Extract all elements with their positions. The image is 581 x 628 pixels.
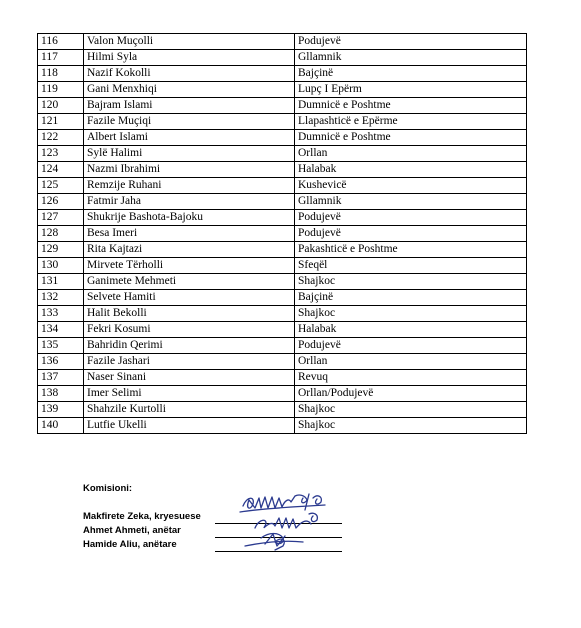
member-name-cell: Lutfie Ukelli — [84, 418, 295, 434]
place-cell: Kushevicë — [295, 178, 527, 194]
row-number-cell: 138 — [38, 386, 84, 402]
row-number-cell: 129 — [38, 242, 84, 258]
table-row — [38, 162, 527, 178]
row-number-cell: 134 — [38, 322, 84, 338]
place-cell: Podujevë — [295, 210, 527, 226]
row-number-cell: 119 — [38, 82, 84, 98]
member-name-cell: Fazile Jashari — [84, 354, 295, 370]
table-row — [38, 34, 527, 50]
member-name-cell: Mirvete Tërholli — [84, 258, 295, 274]
place-cell: Sfeqël — [295, 258, 527, 274]
member-name-cell: Fekri Kosumi — [84, 322, 295, 338]
members-table-body — [38, 34, 527, 434]
member-name-cell: Albert Islami — [84, 130, 295, 146]
place-cell: Podujevë — [295, 34, 527, 50]
commission-title: Komisioni: — [83, 483, 133, 494]
place-cell: Orllan — [295, 354, 527, 370]
row-number-cell: 121 — [38, 114, 84, 130]
place-cell: Revuq — [295, 370, 527, 386]
table-row — [38, 226, 527, 242]
member-name-cell: Sylë Halimi — [84, 146, 295, 162]
place-cell: Shajkoc — [295, 306, 527, 322]
table-row — [38, 354, 527, 370]
table-row — [38, 274, 527, 290]
row-number-cell: 130 — [38, 258, 84, 274]
place-cell: Dumnicë e Poshtme — [295, 130, 527, 146]
member-name-cell: Besa Imeri — [84, 226, 295, 242]
table-row — [38, 258, 527, 274]
member-name-cell: Bajram Islami — [84, 98, 295, 114]
table-row — [38, 402, 527, 418]
table-row — [38, 338, 527, 354]
row-number-cell: 118 — [38, 66, 84, 82]
table-row — [38, 418, 527, 434]
table-row — [38, 370, 527, 386]
place-cell: Bajçinë — [295, 66, 527, 82]
place-cell: Halabak — [295, 322, 527, 338]
row-number-cell: 122 — [38, 130, 84, 146]
member-name-cell: Naser Sinani — [84, 370, 295, 386]
commission-member-chair: Makfirete Zeka, kryesuese — [83, 511, 201, 522]
row-number-cell: 135 — [38, 338, 84, 354]
table-row — [38, 114, 527, 130]
table-row — [38, 130, 527, 146]
member-name-cell: Remzije Ruhani — [84, 178, 295, 194]
row-number-cell: 124 — [38, 162, 84, 178]
member-name-cell: Gani Menxhiqi — [84, 82, 295, 98]
place-cell: Shajkoc — [295, 418, 527, 434]
table-row — [38, 386, 527, 402]
row-number-cell: 120 — [38, 98, 84, 114]
member-name-cell: Imer Selimi — [84, 386, 295, 402]
members-table — [37, 33, 527, 434]
row-number-cell: 137 — [38, 370, 84, 386]
place-cell: Orllan — [295, 146, 527, 162]
place-cell: Gllamnik — [295, 50, 527, 66]
member-name-cell: Shukrije Bashota-Bajoku — [84, 210, 295, 226]
table-row — [38, 322, 527, 338]
row-number-cell: 117 — [38, 50, 84, 66]
member-name-cell: Fatmir Jaha — [84, 194, 295, 210]
row-number-cell: 133 — [38, 306, 84, 322]
place-cell: Gllamnik — [295, 194, 527, 210]
member-name-cell: Fazile Muçiqi — [84, 114, 295, 130]
place-cell: Pakashticë e Poshtme — [295, 242, 527, 258]
row-number-cell: 127 — [38, 210, 84, 226]
place-cell: Podujevë — [295, 226, 527, 242]
table-row — [38, 306, 527, 322]
table-row — [38, 66, 527, 82]
member-name-cell: Hilmi Syla — [84, 50, 295, 66]
table-row — [38, 290, 527, 306]
place-cell: Halabak — [295, 162, 527, 178]
place-cell: Shajkoc — [295, 402, 527, 418]
member-name-cell: Halit Bekolli — [84, 306, 295, 322]
row-number-cell: 139 — [38, 402, 84, 418]
member-name-cell: Nazif Kokolli — [84, 66, 295, 82]
table-row — [38, 242, 527, 258]
place-cell: Podujevë — [295, 338, 527, 354]
member-name-cell: Bahridin Qerimi — [84, 338, 295, 354]
member-name-cell: Rita Kajtazi — [84, 242, 295, 258]
row-number-cell: 123 — [38, 146, 84, 162]
commission-member: Ahmet Ahmeti, anëtar — [83, 525, 181, 536]
member-name-cell: Nazmi Ibrahimi — [84, 162, 295, 178]
row-number-cell: 126 — [38, 194, 84, 210]
place-cell: Orllan/Podujevë — [295, 386, 527, 402]
table-row — [38, 146, 527, 162]
table-row — [38, 178, 527, 194]
row-number-cell: 140 — [38, 418, 84, 434]
table-row — [38, 98, 527, 114]
member-name-cell: Valon Muçolli — [84, 34, 295, 50]
table-row — [38, 50, 527, 66]
row-number-cell: 136 — [38, 354, 84, 370]
handwritten-signatures — [225, 488, 365, 558]
table-row — [38, 210, 527, 226]
member-name-cell: Shahzile Kurtolli — [84, 402, 295, 418]
place-cell: Dumnicë e Poshtme — [295, 98, 527, 114]
row-number-cell: 128 — [38, 226, 84, 242]
member-name-cell: Ganimete Mehmeti — [84, 274, 295, 290]
member-name-cell: Selvete Hamiti — [84, 290, 295, 306]
place-cell: Llapashticë e Epërme — [295, 114, 527, 130]
place-cell: Shajkoc — [295, 274, 527, 290]
place-cell: Lupç I Epërm — [295, 82, 527, 98]
table-row — [38, 82, 527, 98]
place-cell: Bajçinë — [295, 290, 527, 306]
commission-member: Hamide Aliu, anëtare — [83, 539, 177, 550]
row-number-cell: 125 — [38, 178, 84, 194]
table-row — [38, 194, 527, 210]
row-number-cell: 132 — [38, 290, 84, 306]
row-number-cell: 131 — [38, 274, 84, 290]
row-number-cell: 116 — [38, 34, 84, 50]
